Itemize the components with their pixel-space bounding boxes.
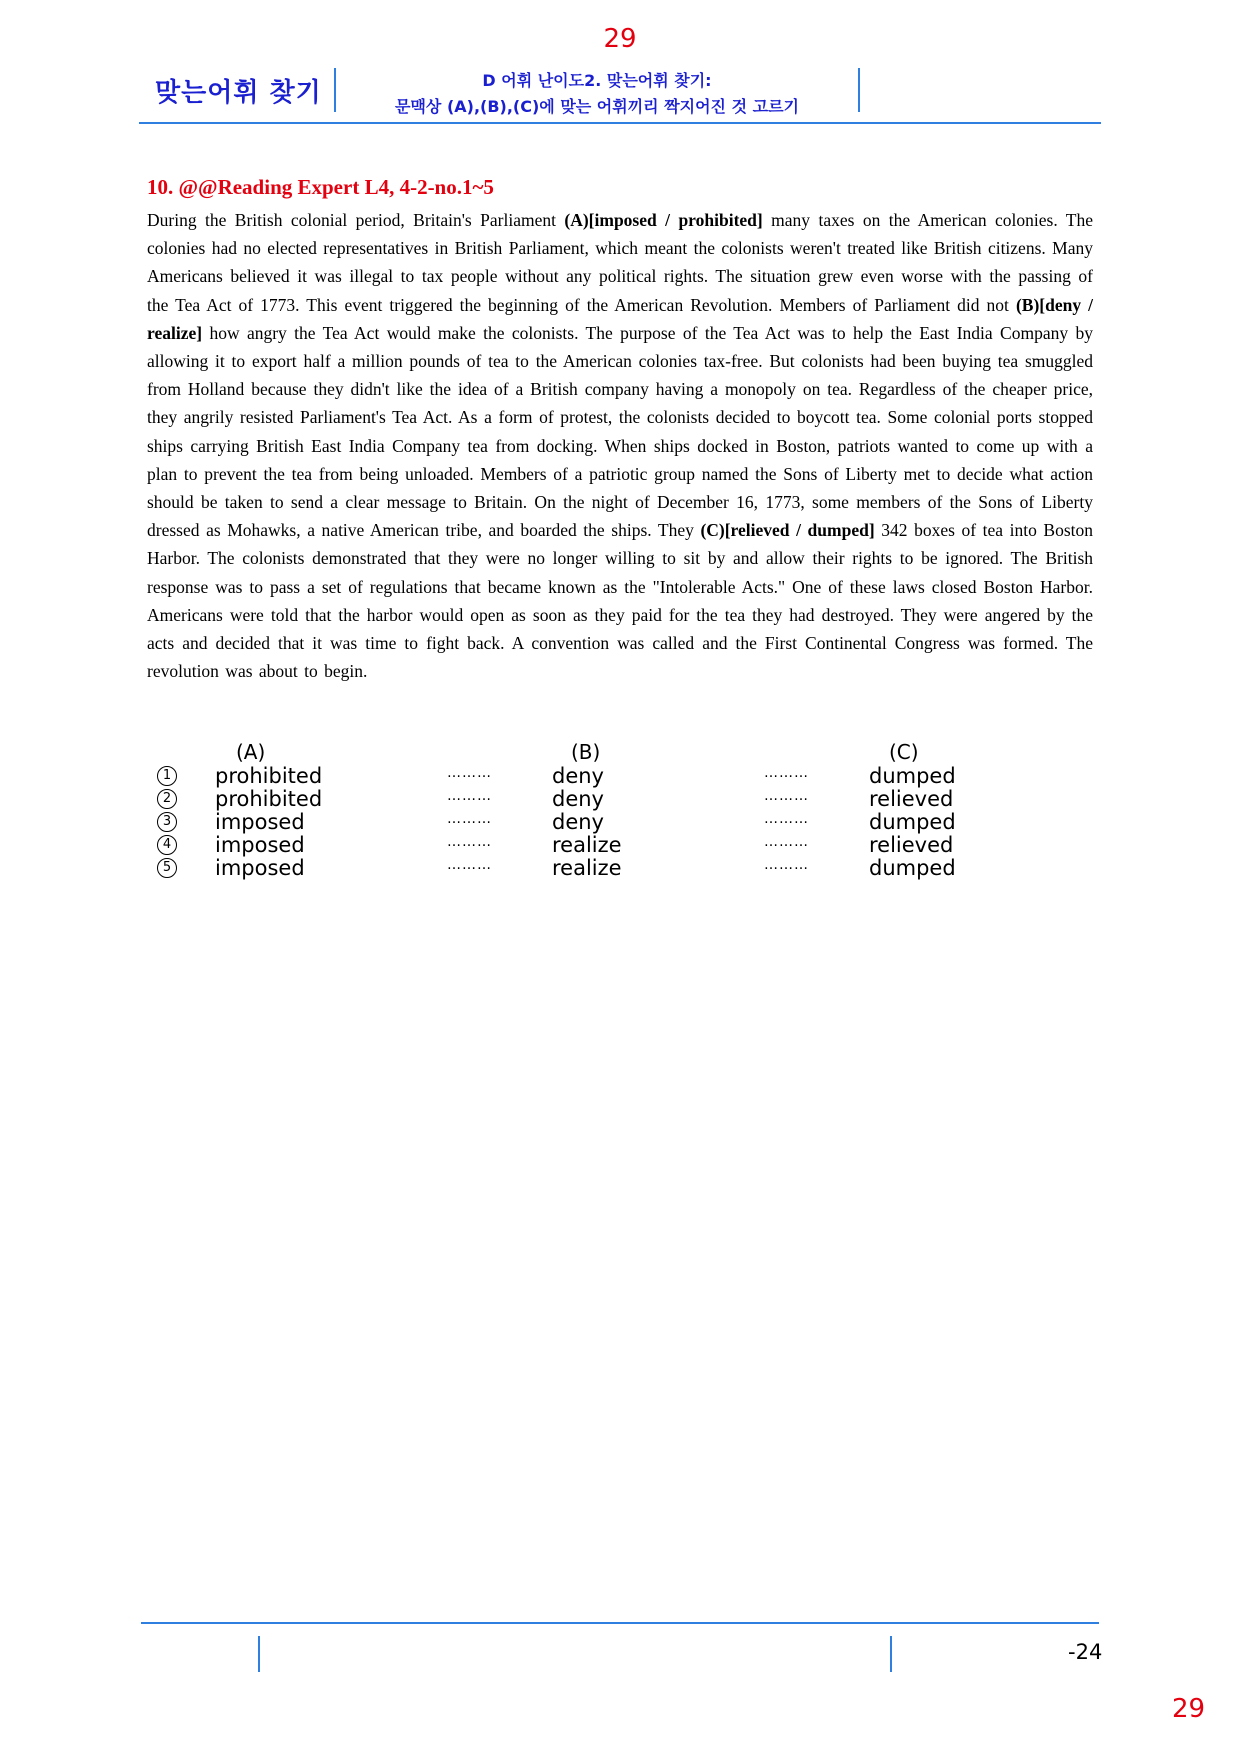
dot-leader: ……… <box>764 788 809 804</box>
blank-b: (B)[deny / realize] <box>147 294 1094 343</box>
blank-c: (C)[relieved / dumped] <box>700 520 875 541</box>
column-header-b: (B) <box>571 740 601 764</box>
blank-a: (A)[imposed / prohibited] <box>564 210 763 230</box>
header-subtitle-line2: 문맥상 (A),(B),(C)에 맞는 어휘끼리 짝지어진 것 고르기 <box>395 97 799 116</box>
choice-a: prohibited <box>215 764 323 788</box>
passage-part-3: how angry the Tea Act would make the colonists. The purpose of the Tea Act was to help the East India Company by allowing it to export half a million pounds of tea to the American colonies tax-free. But colonists had been buying tea smuggled from Holland because they didn't like the idea of a British company having a monopoly on tea. Regardless of the cheaper price, they angrily resisted Parliament's Tea Act. As a form of protest, the colonists decided to boycott tea. Some colonial ports stopped ships carrying British East India Company tea from docking. When ships docked in Boston, patriots wanted to come up with a plan to prevent the tea from being unloaded. Members of a patriotic group named the Sons of Liberty met to decide what action should be taken to send a clear message to Britain. On the night of December 16, 1773, some members of the Sons of Liberty dressed as Mohawks, a native American tribe, and boarded the ships. They <box>147 322 1093 541</box>
choice-c: relieved <box>869 787 954 811</box>
choice-a: prohibited <box>215 787 323 811</box>
footer-divider-right <box>890 1636 892 1672</box>
choice-b: deny <box>552 787 604 811</box>
reading-passage <box>147 206 1093 685</box>
choice-b: deny <box>552 764 604 788</box>
choice-row[interactable] <box>147 810 1047 833</box>
choice-b: deny <box>552 810 604 834</box>
choice-number: 3 <box>157 812 177 832</box>
choice-b: realize <box>552 856 622 880</box>
choice-a: imposed <box>215 856 305 880</box>
footer-page-label: -24 <box>1068 1640 1103 1664</box>
header-title: 맞는어휘 찾기 <box>155 78 322 108</box>
choice-row[interactable] <box>147 764 1047 787</box>
passage-part-1: During the British colonial period, Britain's Parliament <box>147 210 565 230</box>
choice-c: dumped <box>869 810 956 834</box>
passage-part-2: many taxes on the American colonies. The colonies had no elected representatives in British Parliament, which meant the colonists weren't treated like British citizens. Many Americans believed it was illegal to tax people without any political rights. The situation grew even worse with the passing of the Tea Act of 1773. This event triggered the beginning of the American Revolution. Members of Parliament did not <box>147 210 1094 315</box>
choice-a: imposed <box>215 810 305 834</box>
footer-divider-left <box>258 1636 260 1672</box>
dot-leader: ……… <box>447 765 492 781</box>
column-header-c: (C) <box>889 740 919 764</box>
choice-c: dumped <box>869 764 956 788</box>
passage-part-4: 342 boxes of tea into Boston Harbor. The colonists demonstrated that they were no longer willing to sit by and allow their rights to be ignored. The British response was to pass a set of regulations that became known as the "Intolerable Acts." One of these laws closed Boston Harbor. Americans were told that the harbor would open as soon as they paid for the tea they had destroyed. They were angered by the acts and decided that it was time to fight back. A convention was called and the First Continental Congress was formed. The revolution was about to begin. <box>147 520 1094 682</box>
page-number-bottom: 29 <box>1172 1694 1206 1724</box>
dot-leader: ……… <box>447 811 492 827</box>
choice-row[interactable] <box>147 787 1047 810</box>
dot-leader: ……… <box>447 834 492 850</box>
choice-row[interactable] <box>147 856 1047 879</box>
header-divider-right <box>858 68 860 112</box>
dot-leader: ……… <box>447 857 492 873</box>
dot-leader: ……… <box>447 788 492 804</box>
dot-leader: ……… <box>764 811 809 827</box>
column-header-a: (A) <box>236 740 266 764</box>
dot-leader: ……… <box>764 765 809 781</box>
header-rule <box>139 122 1101 124</box>
footer-rule <box>141 1622 1099 1624</box>
page-number-top: 29 <box>603 24 637 54</box>
dot-leader: ……… <box>764 857 809 873</box>
choice-a: imposed <box>215 833 305 857</box>
choice-b: realize <box>552 833 622 857</box>
choice-c: dumped <box>869 856 956 880</box>
choice-number: 1 <box>157 766 177 786</box>
choice-row[interactable] <box>147 833 1047 856</box>
question-title: 10. @@Reading Expert L4, 4-2-no.1~5 <box>147 175 494 199</box>
dot-leader: ……… <box>764 834 809 850</box>
choice-number: 4 <box>157 835 177 855</box>
choice-number: 2 <box>157 789 177 809</box>
choice-c: relieved <box>869 833 954 857</box>
choice-number: 5 <box>157 858 177 878</box>
header-subtitle-line1: D 어휘 난이도2. 맞는어휘 찾기: <box>482 71 712 90</box>
